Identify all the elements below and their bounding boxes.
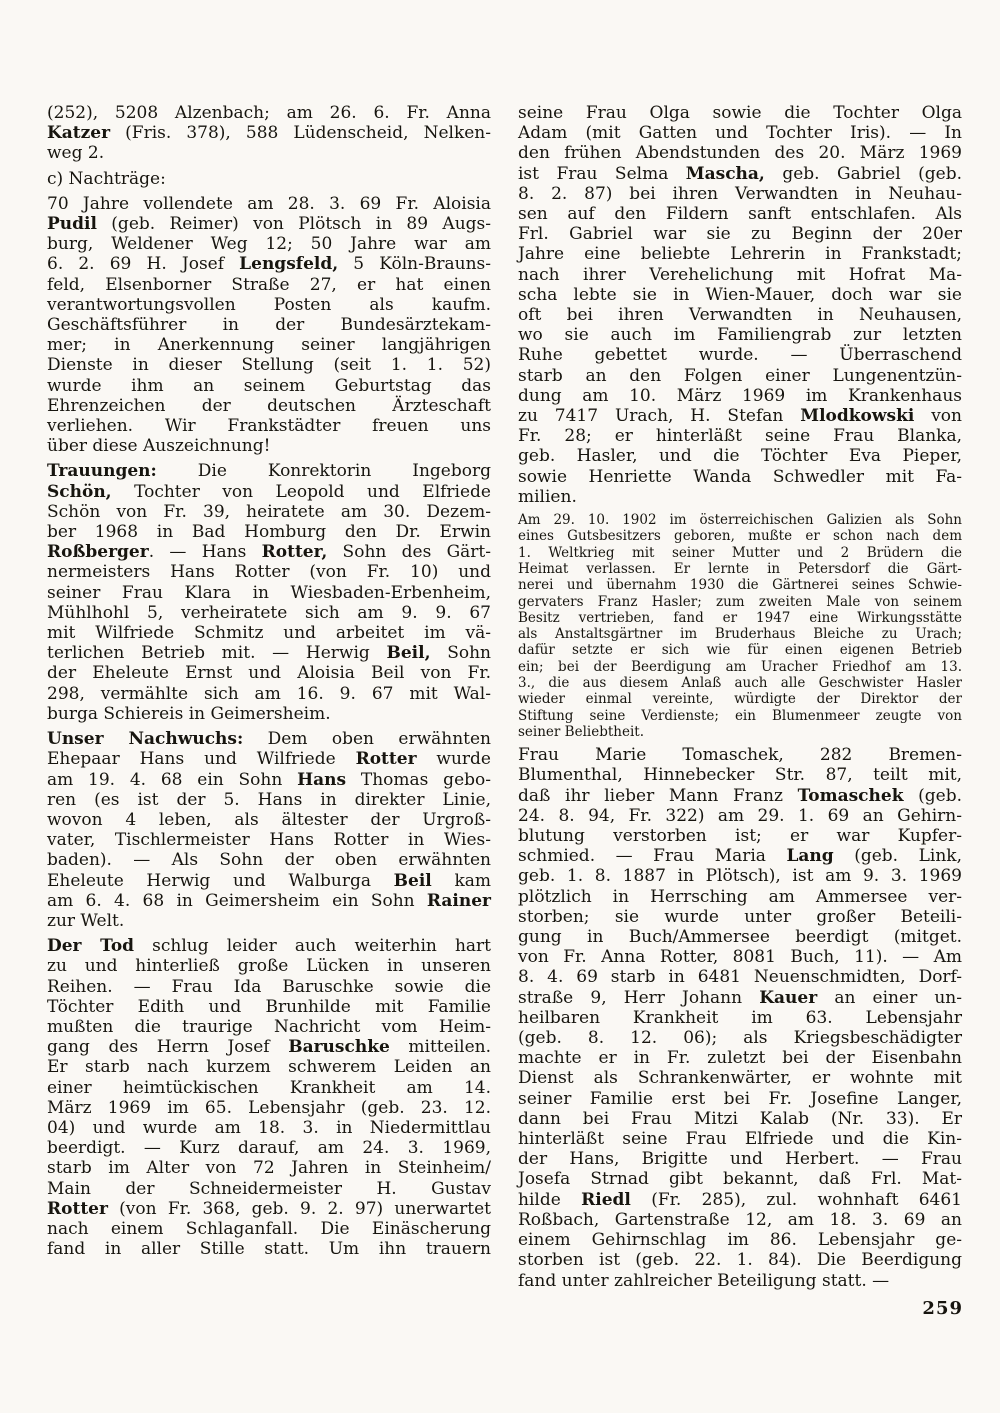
paragraph (47, 461, 491, 724)
text-segment: als Anstaltsgärtner im Bruderhaus Bleiche zu Urach; (518, 626, 962, 643)
text-line (518, 887, 962, 907)
text-line (47, 623, 491, 643)
text-line (518, 1028, 962, 1048)
text-segment: sen auf den Fildern sanft entschlafen. Als (518, 204, 962, 225)
text-line (47, 436, 491, 456)
text-line (518, 988, 962, 1008)
text-segment: schmied. — Frau Maria (518, 846, 787, 867)
text-segment: (geb. Link, (833, 846, 962, 867)
text-segment: ren (es ist der 5. Hans in direkter Linie, (47, 789, 491, 810)
text-segment: dann bei Frau Mitzi Kalab (Nr. 33). Er (518, 1108, 962, 1129)
text-segment: nach ihrer Verehelichung mit Hofrat Ma- (518, 264, 962, 285)
bold-text-segment: Lengsfeld, (239, 254, 339, 275)
bold-text-segment: Mlodkowski (800, 406, 915, 427)
text-segment: weg 2. (47, 143, 105, 164)
text-line (47, 936, 491, 956)
text-segment: am 19. 4. 68 ein Sohn (47, 769, 298, 790)
text-line (47, 891, 491, 911)
text-line (518, 927, 962, 947)
paragraph (47, 103, 491, 164)
text-segment: gervaters Franz Hasler; zum zweiten Male von seinem (518, 593, 962, 610)
text-line (47, 562, 491, 582)
text-line (47, 315, 491, 335)
text-segment: wo sie auch im Familiengrab zur letzten (518, 325, 962, 346)
text-segment: plötzlich in Herrsching am Ammersee ver- (518, 886, 962, 907)
text-line (47, 583, 491, 603)
text-line (47, 123, 491, 143)
text-segment: hilde (518, 1189, 582, 1210)
text-segment: 3., die aus diesem Anlaß auch alle Geschwister Hasler (518, 675, 962, 692)
text-line (47, 416, 491, 436)
text-line (47, 542, 491, 562)
text-segment: Geschäftsführer in der Bundesärztekam- (47, 315, 491, 336)
text-segment: 04) und wurde am 18. 3. in Niedermittlau (47, 1117, 491, 1138)
text-line (47, 997, 491, 1017)
text-line (47, 335, 491, 355)
text-segment: seiner Familie erst bei Fr. Josefine Langer, (518, 1088, 962, 1109)
text-line (518, 846, 962, 866)
text-segment: scha lebte sie in Wien-Mauer, doch war sie (518, 284, 962, 305)
text-segment: burg, Weldener Weg 12; 50 Jahre war am (47, 234, 491, 255)
text-line (518, 103, 962, 123)
text-segment: terlichen Betrieb mit. — Herwig (47, 643, 387, 664)
text-segment: Thomas gebo- (346, 769, 491, 790)
text-line (47, 461, 491, 481)
text-segment: storben ist (geb. 22. 1. 84). Die Beerdigung (518, 1250, 962, 1271)
text-segment: vater, Tischlermeister Hans Rotter in Wies- (47, 830, 491, 851)
text-line (518, 659, 962, 675)
text-line (47, 169, 491, 189)
text-segment: seine Frau Olga sowie die Tochter Olga (518, 103, 962, 123)
text-segment: Stiftung seine Verdienste; ein Blumenmeer zeugte von (518, 707, 962, 724)
text-line (47, 663, 491, 683)
text-line (518, 406, 962, 426)
text-segment: nach einem Schlaganfall. Die Einäscherung (47, 1218, 491, 1239)
text-line (47, 103, 491, 123)
text-line (518, 866, 962, 886)
text-line (47, 704, 491, 724)
text-segment: (Fris. 378), 588 Lüdenscheid, Nelken- (110, 123, 491, 144)
text-segment: starb im Alter von 72 Jahren in Steinheim/ (47, 1158, 491, 1179)
paragraph (47, 169, 491, 189)
text-line (47, 871, 491, 891)
text-segment: Frau Marie Tomaschek, 282 Bremen- (518, 745, 962, 766)
text-line (47, 1078, 491, 1098)
text-segment: oft bei ihren Verwandten in Neuhausen, (518, 305, 962, 326)
text-line (518, 561, 962, 577)
text-segment: c) Nachträge: (47, 168, 166, 189)
text-segment: (von Fr. 368, geb. 9. 2. 97) unerwartet (107, 1198, 491, 1219)
text-segment: den frühen Abendstunden des 20. März 1969 (518, 143, 962, 164)
bold-text-segment: Riedl (581, 1189, 631, 1210)
text-segment: mit Wilfriede Schmitz und arbeitet im vä- (47, 623, 491, 644)
text-line (47, 214, 491, 234)
text-line (47, 1118, 491, 1138)
text-segment: fand in aller Stille statt. Um ihn trauern (47, 1239, 491, 1260)
text-segment: (geb. Reimer) von Plötsch in 89 Augs- (96, 214, 491, 235)
bold-text-segment: Hans (297, 769, 347, 790)
text-line (518, 691, 962, 707)
text-segment: daß ihr lieber Mann Franz (518, 785, 798, 806)
text-segment: ist Frau Selma (518, 163, 686, 184)
text-line (518, 345, 962, 365)
text-segment: beerdigt. — Kurz darauf, am 24. 3. 1969, (47, 1138, 491, 1159)
text-segment: (geb. 8. 12. 06); als Kriegsbeschädigter (518, 1028, 962, 1049)
text-segment: wurde (416, 749, 491, 770)
text-line (518, 675, 962, 691)
text-segment: Mühlhohl 5, verheiratete sich am 9. 9. 67 (47, 602, 491, 623)
text-segment: am 6. 4. 68 in Geimersheim ein Sohn (47, 890, 427, 911)
text-segment: Töchter Edith und Brunhilde mit Familie (47, 996, 491, 1017)
page-number: 259 (922, 1298, 963, 1319)
text-line (518, 1109, 962, 1129)
text-segment: starb an den Folgen einer Lungenentzün- (518, 365, 962, 386)
text-segment: sowie Henriette Wanda Schwedler mit Fa- (518, 466, 962, 487)
text-segment: verliehen. Wir Frankstädter freuen uns (47, 416, 491, 437)
text-segment: 70 Jahre vollendete am 28. 3. 69 Fr. Aloisia (47, 193, 491, 214)
text-line (47, 1199, 491, 1219)
text-line (518, 512, 962, 528)
text-segment: mer; in Anerkennung seiner langjährigen (47, 335, 491, 356)
text-segment: eines Gutsbesitzers geboren, mußte er schon nach dem (518, 528, 962, 545)
text-line (47, 830, 491, 850)
text-segment: dung am 10. März 1969 im Krankenhaus (518, 385, 962, 406)
text-segment: verantwortungsvollen Posten als kaufm. (47, 294, 491, 315)
bold-text-segment: Baruschke (288, 1037, 390, 1058)
text-segment: (geb. (903, 785, 962, 806)
text-line (518, 305, 962, 325)
text-line (47, 729, 491, 749)
bold-text-segment: Pudil (47, 214, 97, 235)
text-segment: Fr. 28; er hinterläßt seine Frau Blanka, (518, 426, 962, 447)
text-segment: an einer un- (817, 987, 962, 1008)
text-line (518, 446, 962, 466)
paragraph (47, 729, 491, 931)
text-line (518, 724, 962, 740)
text-line (518, 1210, 962, 1230)
text-line (518, 642, 962, 658)
text-line (47, 1219, 491, 1239)
text-line (518, 806, 962, 826)
bold-text-segment: Beil, (386, 643, 431, 664)
text-segment: 24. 8. 94, Fr. 322) am 29. 1. 69 an Gehirn- (518, 805, 962, 826)
text-line (518, 123, 962, 143)
text-segment: machte er in Fr. zuletzt bei der Eisenbahn (518, 1048, 962, 1069)
text-line (47, 1017, 491, 1037)
text-segment: ein; bei der Beerdigung am Uracher Friedhof am 13. (518, 658, 962, 675)
text-line (518, 594, 962, 610)
text-segment: Tochter von Leopold und Elfriede (111, 481, 491, 502)
text-line (518, 826, 962, 846)
text-segment: der Eheleute Ernst und Aloisia Beil von Fr. (47, 663, 491, 684)
text-segment: Reihen. — Frau Ida Baruschke sowie die (47, 976, 491, 997)
paragraph (518, 512, 962, 740)
text-line (47, 194, 491, 214)
text-segment: Roßbach, Gartenstraße 12, am 18. 3. 69 an (518, 1209, 962, 1230)
text-segment: Frl. Gabriel war sie zu Beginn der 20er (518, 224, 962, 245)
text-line (518, 545, 962, 561)
text-line (518, 967, 962, 987)
text-segment: geb. 1. 8. 1887 in Plötsch), ist am 9. 3. 1969 (518, 866, 962, 887)
text-segment: März 1969 im 65. Lebensjahr (geb. 23. 12. (47, 1097, 491, 1118)
text-segment: milien. (518, 486, 577, 507)
text-segment: Adam (mit Gatten und Tochter Iris). — In (518, 123, 962, 144)
text-line (47, 749, 491, 769)
text-line (47, 1179, 491, 1199)
text-segment: hinterläßt seine Frau Elfriede und die Kin- (518, 1129, 962, 1150)
text-line (518, 285, 962, 305)
text-line (47, 977, 491, 997)
text-line (47, 684, 491, 704)
bold-text-segment: Beil (393, 870, 432, 891)
text-segment: Josefa Strnad gibt bekannt, daß Frl. Mat- (518, 1169, 962, 1190)
text-line (518, 164, 962, 184)
bold-text-segment: Katzer (47, 123, 111, 144)
text-line (47, 1239, 491, 1259)
text-segment: seiner Frau Klara in Wiesbaden-Erbenheim, (47, 582, 491, 603)
text-segment: nermeisters Hans Rotter (von Fr. 10) und (47, 562, 491, 583)
text-line (518, 366, 962, 386)
text-line (518, 1008, 962, 1028)
text-line (47, 522, 491, 542)
text-line (518, 487, 962, 507)
text-line (518, 1230, 962, 1250)
text-line (47, 603, 491, 623)
text-segment: geb. Hasler, und die Töchter Eva Pieper, (518, 446, 962, 467)
bold-text-segment: Rotter (47, 1198, 108, 1219)
text-line (518, 577, 962, 593)
text-line (518, 1089, 962, 1109)
text-line (518, 528, 962, 544)
text-line (47, 790, 491, 810)
text-segment: Main der Schneidermeister H. Gustav (47, 1178, 491, 1199)
bold-text-segment: Schön, (47, 481, 112, 502)
text-line (518, 1190, 962, 1210)
text-segment: blutung verstorben ist; er war Kupfer- (518, 826, 962, 847)
text-segment: straße 9, Herr Johann (518, 987, 760, 1008)
text-segment: mitteilen. (389, 1037, 491, 1058)
text-segment: 6. 2. 69 H. Josef (47, 254, 240, 275)
text-segment: kam (431, 870, 491, 891)
text-segment: . — Hans (148, 542, 262, 563)
text-segment: Eheleute Herwig und Walburga (47, 870, 394, 891)
text-line (518, 765, 962, 785)
text-segment: burga Schiereis in Geimersheim. (47, 703, 331, 724)
text-line (518, 265, 962, 285)
bold-text-segment: Der Tod (47, 936, 135, 957)
text-segment: (Fr. 285), zul. wohnhaft 6461 (630, 1189, 963, 1210)
bold-text-segment: Kauer (759, 987, 818, 1008)
text-segment: einer heimtückischen Krankheit am 14. (47, 1077, 491, 1098)
text-segment: geb. Gabriel (geb. (764, 163, 962, 184)
text-line (518, 1250, 962, 1270)
text-segment: gung in Buch/Ammersee beerdigt (mitget. (518, 927, 962, 948)
text-segment: fand unter zahlreicher Beteiligung statt. — (518, 1270, 890, 1291)
text-segment: Besitz vertrieben, fand er 1947 eine Wirkungsstätte (518, 609, 962, 626)
text-segment: Ehrenzeichen der deutschen Ärzteschaft (47, 395, 491, 416)
text-segment: 8. 2. 87) bei ihren Verwandten in Neuhau- (518, 183, 962, 204)
text-segment: nerei und übernahm 1930 die Gärtnerei seines Schwie- (518, 577, 962, 594)
text-segment: Sohn (430, 643, 491, 664)
text-segment: Ruhe gebettet wurde. — Überraschend (518, 345, 962, 366)
text-line (47, 143, 491, 163)
text-line (518, 1169, 962, 1189)
text-segment: über diese Auszeichnung! (47, 436, 271, 457)
text-line (518, 610, 962, 626)
text-line (518, 786, 962, 806)
text-line (518, 626, 962, 642)
text-line (518, 244, 962, 264)
text-segment: 1. Weltkrieg mit seiner Mutter und 2 Brüdern die (518, 544, 962, 561)
text-segment: Schön von Fr. 39, heiratete am 30. Dezem- (47, 501, 491, 522)
bold-text-segment: Unser Nachwuchs: (47, 729, 244, 750)
left-column (47, 103, 491, 1291)
text-line (518, 467, 962, 487)
text-segment: Ehepaar Hans und Wilfriede (47, 749, 356, 770)
text-segment: Sohn des Gärt- (327, 542, 492, 563)
bold-text-segment: Rainer (426, 890, 491, 911)
text-segment: 5 Köln-Brauns- (338, 254, 491, 275)
text-line (47, 355, 491, 375)
text-line (47, 376, 491, 396)
text-segment: ber 1968 in Bad Homburg den Dr. Erwin (47, 522, 491, 543)
text-line (518, 426, 962, 446)
text-line (518, 1149, 962, 1169)
text-segment: storben; sie wurde unter großer Beteili- (518, 906, 962, 927)
bold-text-segment: Lang (786, 846, 834, 867)
bold-text-segment: Mascha, (685, 163, 765, 184)
text-line (518, 325, 962, 345)
text-line (47, 1037, 491, 1057)
text-line (518, 1129, 962, 1149)
text-line (518, 184, 962, 204)
text-segment: zu 7417 Urach, H. Stefan (518, 406, 801, 427)
text-segment: Dem oben erwähnten (243, 729, 492, 750)
text-line (47, 254, 491, 274)
bold-text-segment: Trauungen: (47, 461, 157, 482)
text-segment: Am 29. 10. 1902 im österreichischen Galizien als Sohn (518, 512, 962, 529)
text-line (47, 1057, 491, 1077)
text-line (518, 143, 962, 163)
text-segment: Jahre eine beliebte Lehrerin in Frankstadt; (518, 244, 962, 265)
text-line (47, 1158, 491, 1178)
text-segment: wovon 4 leben, als ältester der Urgroß- (47, 809, 491, 830)
text-columns (47, 103, 962, 1291)
text-segment: wurde ihm an seinem Geburtstag das (47, 375, 491, 396)
text-segment: Dienste in dieser Stellung (seit 1. 1. 52) (47, 355, 491, 376)
text-line (47, 275, 491, 295)
text-line (518, 386, 962, 406)
text-segment: der Hans, Brigitte und Herbert. — Frau (518, 1149, 962, 1170)
text-segment: von Fr. Anna Rotter, 8081 Buch, 11). — Am (518, 947, 962, 968)
text-line (518, 224, 962, 244)
text-line (518, 947, 962, 967)
text-line (518, 1048, 962, 1068)
text-line (47, 482, 491, 502)
text-segment: Blumenthal, Hinnebecker Str. 87, teilt mit, (518, 765, 962, 786)
text-segment: einem Gehirnschlag im 86. Lebensjahr ge- (518, 1230, 962, 1251)
text-line (47, 234, 491, 254)
text-segment: von (914, 406, 962, 427)
text-line (47, 1138, 491, 1158)
text-segment: zu und hinterließ große Lücken in unseren (47, 956, 491, 977)
paragraph (518, 745, 962, 1290)
text-segment: seiner Beliebtheit. (518, 723, 644, 740)
bold-text-segment: Roßberger (47, 542, 149, 563)
text-line (518, 745, 962, 765)
bold-text-segment: Tomaschek (797, 785, 904, 806)
text-segment: heilbaren Krankheit im 63. Lebensjahr (518, 1007, 962, 1028)
text-line (518, 1271, 962, 1291)
text-segment: dafür setzte er sich wie für einen eigenen Betrieb (518, 642, 962, 659)
text-line (47, 956, 491, 976)
text-segment: Er starb nach kurzem schwerem Leiden an (47, 1057, 491, 1078)
text-segment: schlug leider auch weiterhin hart (134, 936, 492, 957)
right-column (518, 103, 962, 1291)
text-line (518, 204, 962, 224)
text-line (47, 643, 491, 663)
text-segment: Heimat verlassen. Er lernte in Petersdorf die Gärt- (518, 560, 962, 577)
text-line (47, 1098, 491, 1118)
text-line (47, 810, 491, 830)
text-segment: (252), 5208 Alzenbach; am 26. 6. Fr. Anna (47, 103, 491, 123)
text-segment: 8. 4. 69 starb in 6481 Neuenschmidten, Dorf- (518, 967, 962, 988)
text-segment: gang des Herrn Josef (47, 1037, 289, 1058)
text-line (47, 502, 491, 522)
text-line (518, 1068, 962, 1088)
text-segment: feld, Elsenborner Straße 27, er hat einen (47, 274, 491, 295)
text-line (47, 850, 491, 870)
paragraph (47, 936, 491, 1259)
bold-text-segment: Rotter (355, 749, 417, 770)
text-line (47, 396, 491, 416)
text-line (518, 708, 962, 724)
text-line (47, 911, 491, 931)
text-line (518, 907, 962, 927)
text-segment: Die Konrektorin Ingeborg (156, 461, 491, 482)
text-segment: mußten die traurige Nachricht vom Heim- (47, 1016, 491, 1037)
text-segment: wieder einmal vereinte, würdigte der Direktor der (518, 691, 962, 708)
paragraph (47, 194, 491, 457)
text-segment: baden). — Als Sohn der oben erwähnten (47, 850, 491, 871)
text-segment: 298, vermählte sich am 16. 9. 67 mit Wal- (47, 683, 491, 704)
text-segment: Dienst als Schrankenwärter, er wohnte mit (518, 1068, 962, 1089)
text-line (47, 295, 491, 315)
paragraph (518, 103, 962, 507)
bold-text-segment: Rotter, (261, 542, 328, 563)
text-segment: zur Welt. (47, 910, 125, 931)
text-line (47, 770, 491, 790)
